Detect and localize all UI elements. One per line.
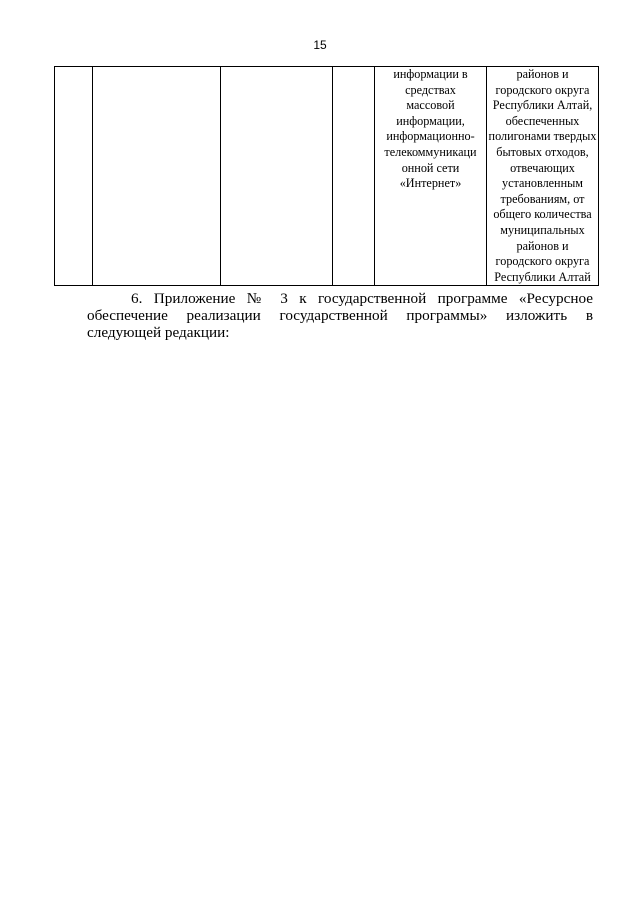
cell-line: онной сети <box>401 160 460 175</box>
cell-line: бытовых отходов, <box>496 144 589 159</box>
cell-line: телекоммуникаци <box>384 144 477 159</box>
cell-line: «Интернет» <box>399 176 462 191</box>
table-cell-5 <box>375 67 487 286</box>
cell-line: требованиям, от <box>500 191 585 206</box>
table-cell-1 <box>55 67 93 286</box>
table-row <box>55 67 599 286</box>
cell-line: отвечающих <box>510 160 575 175</box>
cell-line: районов и <box>516 67 569 81</box>
cell-line: городского округа <box>495 82 590 97</box>
page-number: 15 <box>313 38 327 52</box>
paragraph-line: обеспечение реализации государственной программы» изложить в <box>87 307 593 324</box>
cell-line: обеспеченных <box>505 113 580 128</box>
cell-line: районов и <box>516 238 569 253</box>
cell-line: информации в <box>393 67 468 81</box>
cell-line: муниципальных <box>500 222 585 237</box>
table-cell-2 <box>93 67 221 286</box>
cell-line: информации, <box>396 113 465 128</box>
table-cell-3 <box>221 67 333 286</box>
cell-line: полигонами твердых <box>488 129 597 144</box>
cell-line: информационно- <box>386 129 475 144</box>
cell-line: установленным <box>501 176 584 191</box>
cell-line: массовой <box>406 98 455 113</box>
cell-line: общего количества <box>493 207 592 222</box>
cell-line: Республики Алтай <box>494 269 591 284</box>
continuation-table <box>54 66 599 286</box>
body-paragraph <box>87 290 593 341</box>
cell-line: Республики Алтай, <box>492 98 593 113</box>
cell-line: городского округа <box>495 254 590 269</box>
table-cell-4 <box>333 67 375 286</box>
paragraph-line: 6. Приложение № 3 к государственной программе «Ресурсное <box>131 290 593 307</box>
paragraph-line: следующей редакции: <box>87 324 230 341</box>
table-cell-6 <box>487 67 599 286</box>
cell-line: средствах <box>405 82 456 97</box>
